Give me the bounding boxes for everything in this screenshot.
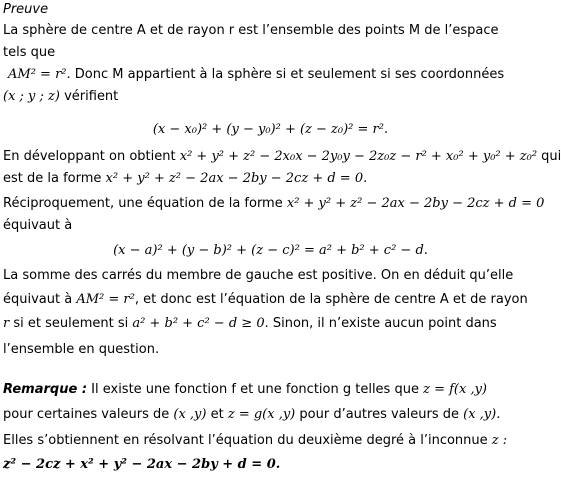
function-g: z = g(x ,y) (227, 407, 296, 422)
definition-line-4 (3, 88, 539, 106)
expansion-line (3, 148, 561, 166)
definition-line-3 (8, 66, 544, 84)
quadratic-equation: z² − 2cz + x² + y² − 2ax − 2by + d = 0. (3, 457, 281, 472)
expansion-end: qui (537, 149, 561, 164)
values-and: et (206, 407, 228, 422)
form-text: est de la forme (3, 171, 106, 186)
verify-text: vérifient (59, 89, 119, 104)
expanded-equation: x² + y² + z² − 2x₀x − 2y₀y − 2z₀z − r² + x₀² + y₀² + z₀² (179, 149, 538, 164)
equivalent-line: équivaut à (3, 218, 73, 233)
coordinates-triple: (x ; y ; z) (3, 89, 60, 104)
completed-square-equation: (x − a)² + (y − b)² + (z − c)² = a² + b² + c² − d. (113, 243, 428, 258)
remark-text: Il existe une fonction f et une fonction g telles que (87, 382, 424, 397)
general-form-equation: x² + y² + z² − 2ax − 2by − 2cz + d = 0. (105, 171, 368, 186)
definition-line-2: tels que (3, 45, 56, 60)
expansion-text: En développant on obtient (3, 149, 180, 164)
conclusion-line (3, 291, 539, 309)
quadratic-text: Elles s’obtiennent en résolvant l’équation du deuxième degré à l’inconnue (3, 433, 492, 448)
form-line (3, 170, 539, 188)
ensemble-line: l’ensemble en question. (3, 342, 160, 357)
converse-line (3, 195, 545, 213)
quadratic-intro-line (3, 432, 539, 450)
conclusion-text: équivaut à (3, 292, 77, 307)
condition-line (3, 315, 539, 333)
unknown-z: z : (491, 433, 508, 448)
membership-text: Donc M appartient à la sphère si et seulement si ses coordonnées (70, 67, 505, 82)
distance-formula: AM² = r². (8, 67, 71, 82)
converse-equation: x² + y² + z² − 2ax − 2by − 2cz + d = 0 (286, 196, 545, 211)
sum-squares-line: La somme des carrés du membre de gauche est positive. On en déduit qu’elle (3, 268, 514, 283)
condition-text: si et seulement si (9, 316, 133, 331)
condition-end: Sinon, il n’existe aucun point dans (268, 316, 497, 331)
definition-line-1: La sphère de centre A et de rayon r est l’ensemble des points M de l’espace (3, 23, 499, 38)
remark-line (3, 381, 539, 399)
values-line (3, 406, 539, 424)
conclusion-end: , et donc est l’équation de la sphère de centre A et de rayon (134, 292, 528, 307)
function-f: z = f(x ,y) (423, 382, 487, 397)
xy-pair-1: (x ,y) (173, 407, 207, 422)
existence-inequality: a² + b² + c² − d ≥ 0. (132, 316, 269, 331)
remark-label: Remarque : (3, 382, 88, 397)
quadratic-equation-line (3, 456, 539, 474)
radius-symbol: r (3, 316, 10, 331)
sphere-equation: (x − x₀)² + (y − y₀)² + (z − z₀)² = r². (152, 122, 389, 137)
xy-pair-2: (x ,y). (463, 407, 501, 422)
values-text: pour certaines valeurs de (3, 407, 174, 422)
proof-heading: Preuve (3, 2, 49, 17)
sphere-condition: AM² = r² (76, 292, 135, 307)
values-other: pour d’autres valeurs de (295, 407, 464, 422)
converse-text: Réciproquement, une équation de la forme (3, 196, 287, 211)
